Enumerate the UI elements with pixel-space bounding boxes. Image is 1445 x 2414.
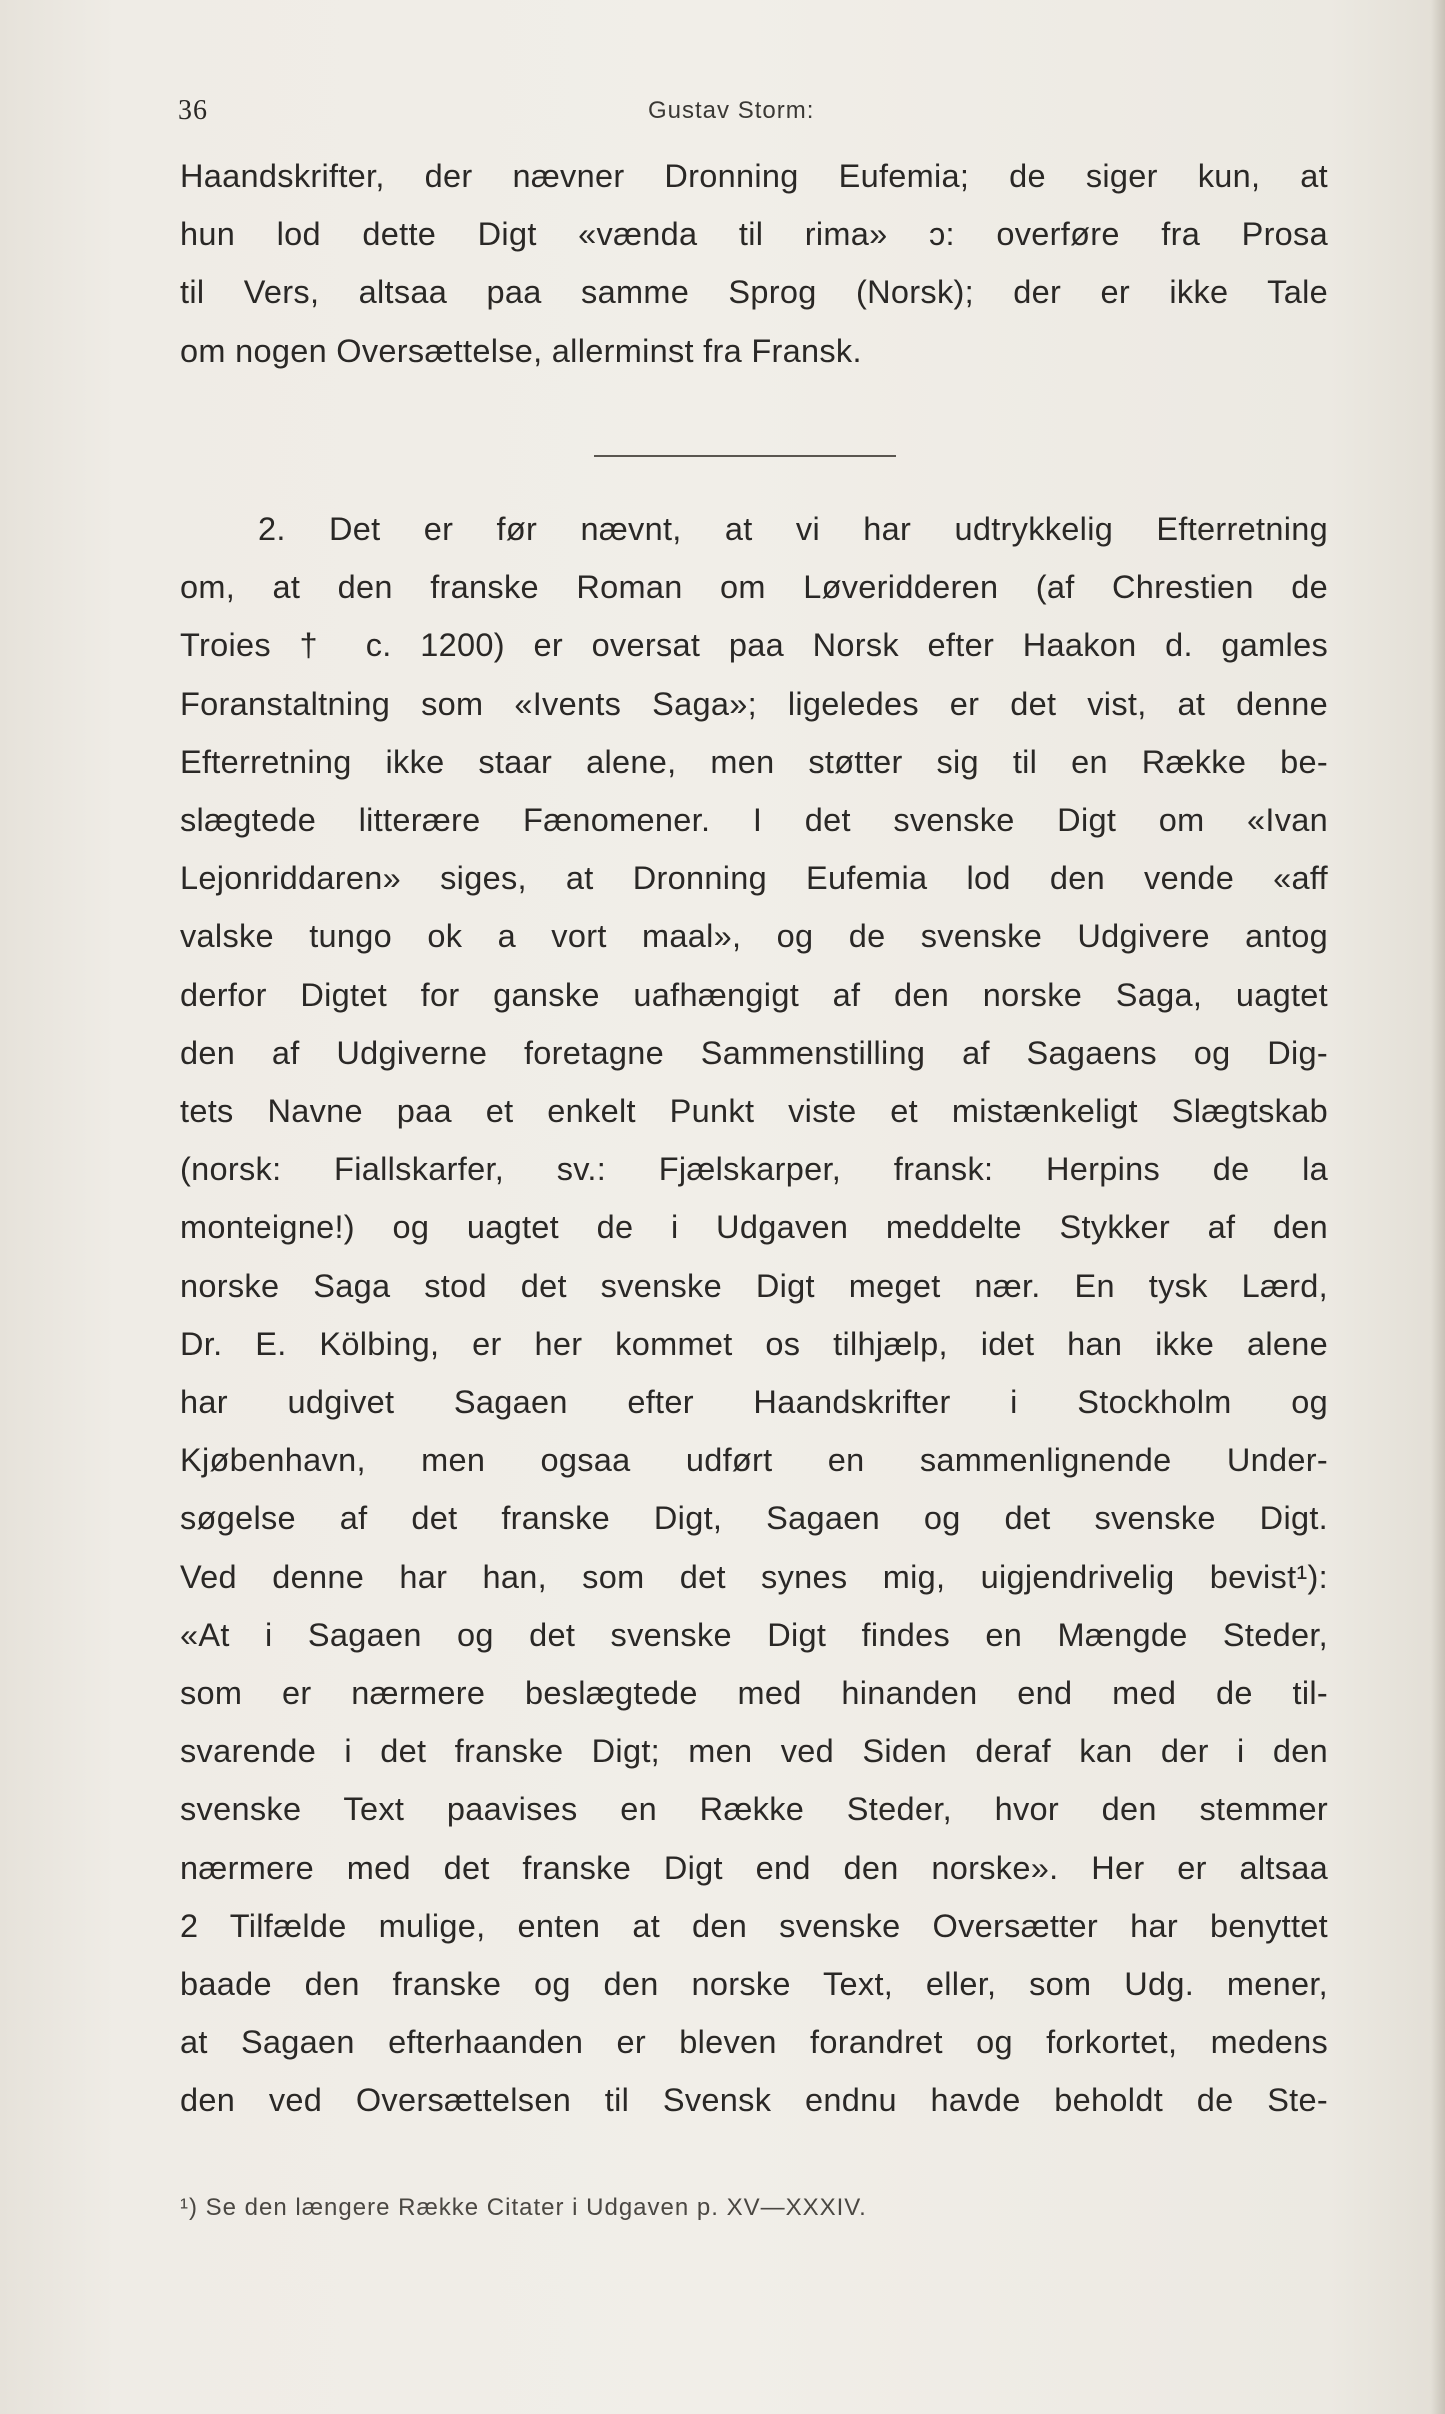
- text-line: svenske Text paavises en Række Steder, hvor den stemmer: [180, 1791, 1328, 1828]
- text-line: (norsk: Fiallskarfer, sv.: Fjælskarper, fransk: Herpins de la: [180, 1151, 1328, 1188]
- text-line: Troies † c. 1200) er oversat paa Norsk efter Haakon d. gamles: [180, 627, 1328, 664]
- text-line: den ved Oversættelsen til Svensk endnu havde beholdt de Ste-: [180, 2082, 1328, 2119]
- text-line: Ved denne har han, som det synes mig, uigjendrivelig bevist¹):: [180, 1558, 1328, 1595]
- text-line: derfor Digtet for ganske uafhængigt af den norske Saga, uagtet: [180, 976, 1328, 1013]
- paragraph-1: [180, 147, 1328, 380]
- paragraph-2: [180, 500, 1328, 2130]
- text-line: til Vers, altsaa paa samme Sprog (Norsk); der er ikke Tale: [180, 274, 1328, 311]
- text-line: at Sagaen efterhaanden er bleven forandret og forkortet, medens: [180, 2024, 1328, 2061]
- text-line: baade den franske og den norske Text, eller, som Udg. mener,: [180, 1966, 1328, 2003]
- text-line: norske Saga stod det svenske Digt meget nær. En tysk Lærd,: [180, 1267, 1328, 1304]
- text-line: nærmere med det franske Digt end den norske». Her er altsaa: [180, 1849, 1328, 1886]
- text-line: om, at den franske Roman om Løveridderen (af Chrestien de: [180, 569, 1328, 606]
- text-line: Kjøbenhavn, men ogsaa udført en sammenlignende Under-: [180, 1442, 1328, 1479]
- page-number: 36: [178, 95, 208, 126]
- text-line: valske tungo ok a vort maal», og de svenske Udgivere antog: [180, 918, 1328, 955]
- text-line: slægtede litterære Fænomener. I det svenske Digt om «Ivan: [180, 802, 1328, 839]
- text-line: 2 Tilfælde mulige, enten at den svenske Oversætter har benyttet: [180, 1907, 1328, 1944]
- footnote: ¹) Se den længere Række Citater i Udgaven p. XV—XXXIV.: [180, 2194, 867, 2221]
- text-line: svarende i det franske Digt; men ved Siden deraf kan der i den: [180, 1733, 1328, 1770]
- page-header: [178, 95, 1288, 135]
- text-line: har udgivet Sagaen efter Haandskrifter i Stockholm og: [180, 1384, 1328, 1421]
- text-line: om nogen Oversættelse, allerminst fra Fransk.: [180, 332, 862, 369]
- text-line: Haandskrifter, der nævner Dronning Eufemia; de siger kun, at: [180, 158, 1328, 194]
- text-line: den af Udgiverne foretagne Sammenstilling af Sagaens og Dig-: [180, 1034, 1328, 1071]
- running-head: Gustav Storm:: [648, 97, 815, 124]
- text-line: tets Navne paa et enkelt Punkt viste et mistænkeligt Slægtskab: [180, 1093, 1328, 1130]
- text-line: Dr. E. Kölbing, er her kommet os tilhjælp, idet han ikke alene: [180, 1325, 1328, 1362]
- text-line: hun lod dette Digt «vænda til rima» ɔ: overføre fra Prosa: [180, 216, 1328, 253]
- text-line: søgelse af det franske Digt, Sagaen og det svenske Digt.: [180, 1500, 1328, 1537]
- text-line: Efterretning ikke staar alene, men støtter sig til en Række be-: [180, 743, 1328, 780]
- text-line: Lejonriddaren» siges, at Dronning Eufemia lod den vende «aff: [180, 860, 1328, 897]
- text-line: Foranstaltning som «Ivents Saga»; ligeledes er det vist, at denne: [180, 685, 1328, 722]
- text-line: som er nærmere beslægtede med hinanden end med de til-: [180, 1675, 1328, 1712]
- text-line: monteigne!) og uagtet de i Udgaven meddelte Stykker af den: [180, 1209, 1328, 1246]
- text-line: «At i Sagaen og det svenske Digt findes en Mængde Steder,: [180, 1616, 1328, 1653]
- page-edge-shadow: [1431, 0, 1445, 2414]
- text-line: 2. Det er før nævnt, at vi har udtrykkelig Efterretning: [258, 511, 1328, 547]
- section-divider: [594, 455, 896, 457]
